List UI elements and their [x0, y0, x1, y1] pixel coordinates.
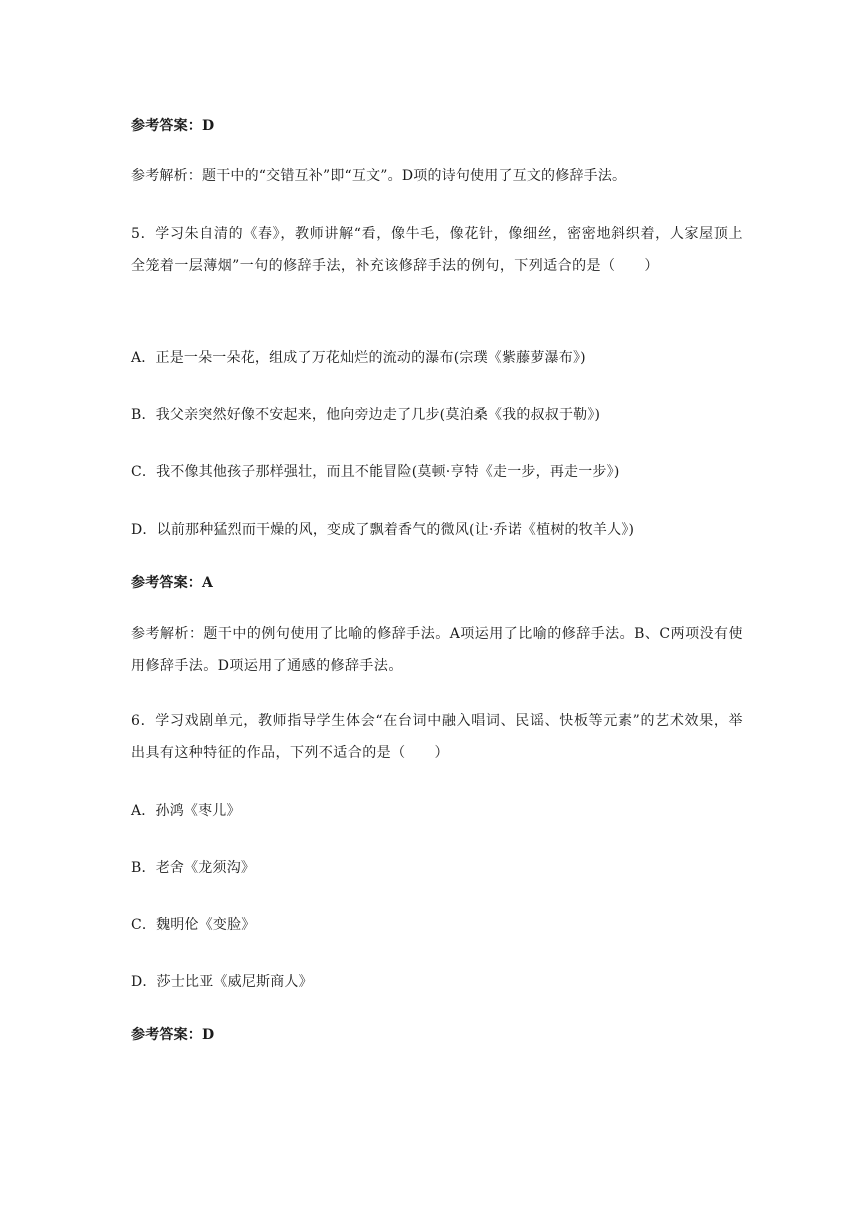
q5-option-b: B．我父亲突然好像不安起来，他向旁边走了几步(莫泊桑《我的叔叔于勒》)	[131, 407, 601, 423]
q5-option-a: A．正是一朵一朵花，组成了万花灿烂的流动的瀑布(宗璞《紫藤萝瀑布》)	[131, 350, 586, 366]
q6-stem: 6．学习戏剧单元，教师指导学生体会“在台词中融入唱词、民谣、快板等元素”的艺术效果，举出具有这种特征的作品，下列不适合的是（ ）	[131, 713, 743, 761]
q6-option-b: B．老舍《龙须沟》	[131, 860, 256, 876]
q5-option-d: D．以前那种猛烈而干燥的风，变成了飘着香气的微风(让·乔诺《植树的牧羊人》)	[131, 522, 635, 538]
q4-analysis: 参考解析：题干中的“交错互补”即“互文”。D项的诗句使用了互文的修辞手法。	[131, 168, 627, 184]
q6-option-d: D．莎士比亚《威尼斯商人》	[131, 974, 313, 990]
q6-option-a: A．孙鸿《枣儿》	[131, 803, 241, 819]
q6-answer: 参考答案：D	[131, 1027, 215, 1043]
q6-option-c: C．魏明伦《变脸》	[131, 917, 256, 933]
q5-answer: 参考答案：A	[131, 575, 214, 591]
q5-stem: 5．学习朱自清的《春》，教师讲解“看，像牛毛，像花针，像细丝，密密地斜织着，人家屋顶上全笼着一层薄烟”一句的修辞手法，补充该修辞手法的例句，下列适合的是（ ）	[131, 226, 743, 274]
q5-option-c: C．我不像其他孩子那样强壮，而且不能冒险(莫顿·亨特《走一步，再走一步》)	[131, 464, 620, 480]
q4-answer: 参考答案：D	[131, 118, 215, 134]
q5-analysis: 参考解析：题干中的例句使用了比喻的修辞手法。A项运用了比喻的修辞手法。B、C两项没有使用修辞手法。D项运用了通感的修辞手法。	[131, 626, 743, 674]
